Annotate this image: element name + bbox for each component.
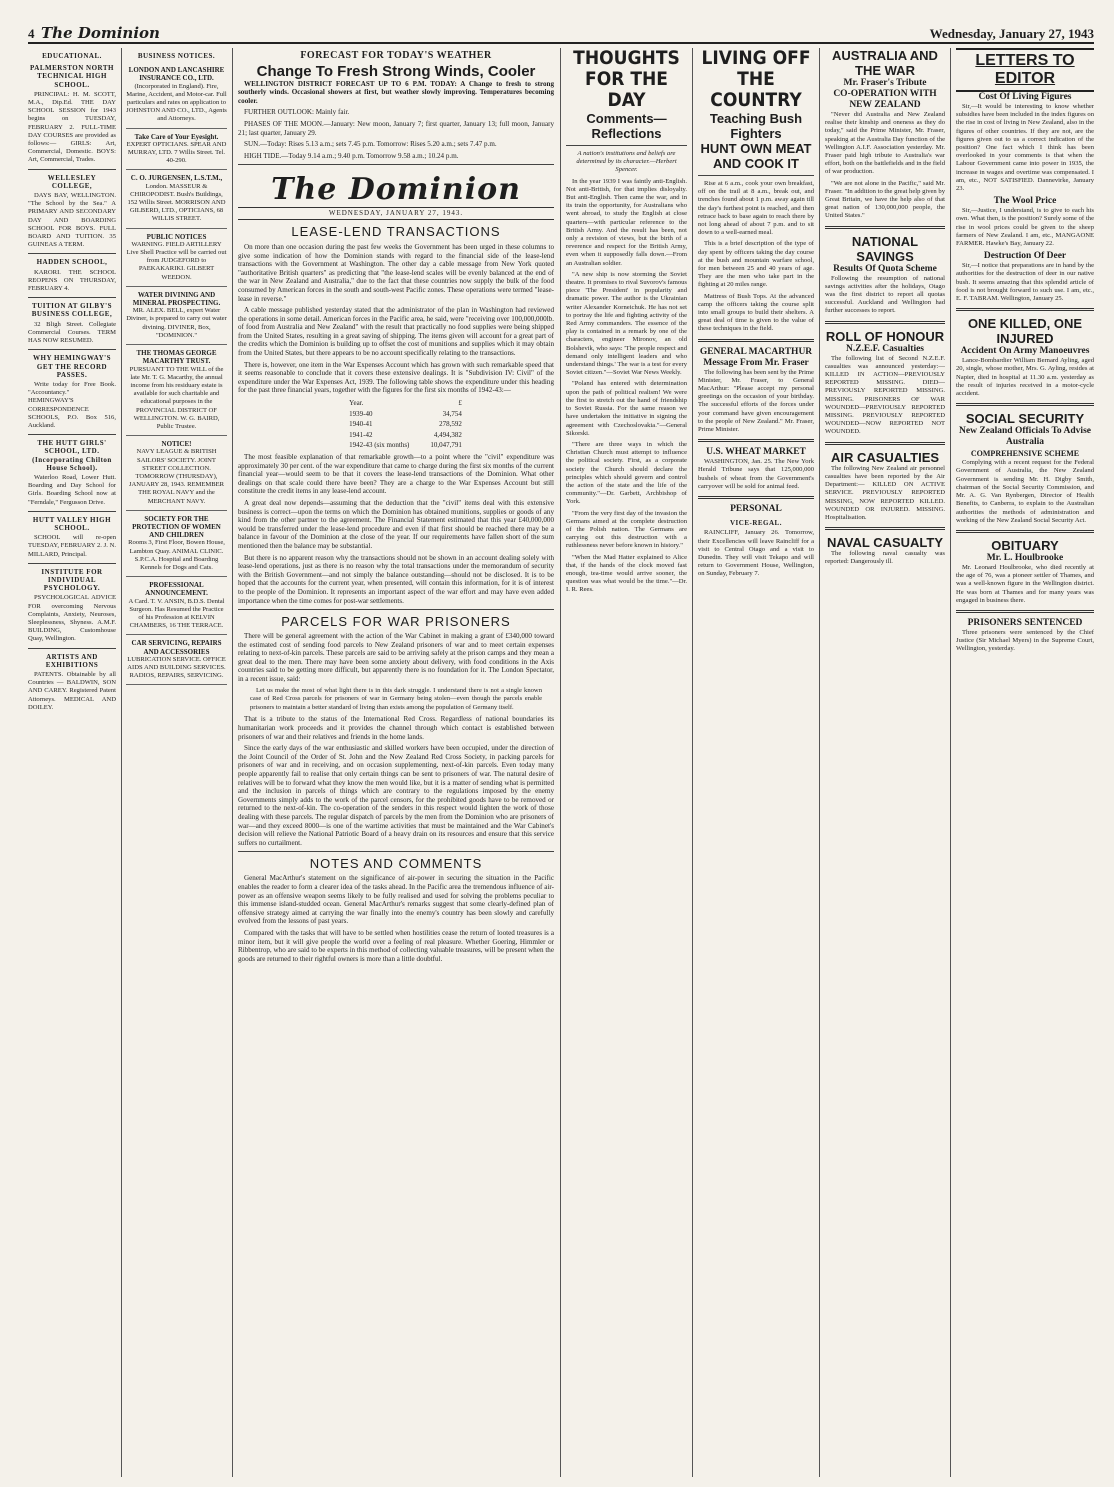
thoughts-paragraph: "When the Mad Hatter explained to Alice that, if the hands of the clock moved fast enough, tea-time would arrive sooner, the question was what would be the time."—Dr. I. R. Rees. — [566, 553, 687, 594]
living-paragraph: Rise at 6 a.m., cook your own breakfast, off on the trail at 8 a.m., break out, and trenches found about 1 p.m. away again till the day's furthest point is reached, and then retrace back to base again to reach there by not long ahead of about 7 p.m. and to sit down to a well-earned meal. — [698, 180, 814, 237]
letter2-title: The Wool Price — [993, 196, 1057, 207]
advertisement: SOCIETY FOR THE PROTECTION OF WOMEN AND CHILDREN Rooms 3, First Floor, Bowen House, Lambton Quay. ANIMAL CLINIC. S.P.C.A. Hospital and Boarding Kennels for Dogs and Cats. — [126, 511, 227, 577]
editorial-column — [238, 48, 554, 1479]
naval-paragraph: The following naval casualty was reported: Dangerously ill. — [825, 550, 945, 566]
killed-subtitle: Accident On Army Manoeuvres — [960, 346, 1090, 357]
letter3-title: Destruction Of Deer — [983, 251, 1067, 262]
macarthur-subtitle: Message From Mr. Fraser — [703, 357, 809, 368]
social-title: SOCIAL SECURITY — [965, 411, 1085, 427]
masthead-name: The Dominion — [271, 172, 521, 208]
living-subtitle: Teaching Bush Fighters — [709, 111, 803, 141]
leader-paragraph: On more than one occasion during the past few weeks the Government has been urged in these columns to give some indication of how the Dominion stands with regard to the financial side of the lease-lend transactions with the Government at Washington. The other day a cable message from New York quoted "authoritative British quarters" as predicting that "the lease-lend scales will be evenly balanced at the end of the war in New Zealand and Australia," due to the fact that these countries now supply the bulk of the food consumed by American forces in the south and south-west Pacific zones. These operations were termed "lease-lease in reverse." — [238, 242, 554, 303]
personal-paragraph: RAINCLIFF, January 26. Tomorrow, their Excellencies will leave Raincliff for a visit to Central Otago and a visit to Dunedin. They will visit Tekapo and will return to Government House, Wellington, on Sunday, February 7. — [698, 529, 814, 578]
edu-item: HADDEN SCHOOL, KARORI. THE SCHOOL REOPENS ON THURSDAY, FEBRUARY 4. — [28, 258, 116, 293]
air-paragraph: The following New Zealand air personnel casualties have been reported by the Air Department:— KILLED ON ACTIVE SERVICE. PREVIOUSLY REPORTED MISSING, NOW REPORTED KILLED. WOUNDED OR INJURED. MISSING. Hospitalisation. — [825, 464, 945, 521]
parcels-quote: Let us make the most of what light there is in this dark struggle. I understand there is not a single known case of Red Cross parcels for prisoners of war in Germany being stolen—even though the parcels enable prisoners to maintain a better standard of living than exists among the population of Germany itself. — [250, 686, 542, 711]
notes-title: NOTES AND COMMENTS — [309, 856, 483, 872]
leader-title: LEASE-LEND TRANSACTIONS — [291, 223, 501, 239]
column-rule — [232, 48, 233, 1477]
edu-item: HUTT VALLEY HIGH SCHOOL. SCHOOL will re-open TUESDAY, FEBRUARY 2. J. N. MILLARD, Principal. — [28, 515, 116, 558]
australia-column — [825, 48, 945, 1479]
parcels-paragraph: That is a tribute to the status of the International Red Cross. Regardless of national boundaries its humanitarian work proceeds and it provides the channel through which contact is established between prisoners of war and their relatives and friends in the home lands. — [238, 715, 554, 741]
parcels-title: PARCELS FOR WAR PRISONERS — [281, 614, 511, 630]
advertisement: NOTICE! NAVY LEAGUE & BRITISH SAILORS' SOCIETY. JOINT STREET COLLECTION. TOMORROW (THURSDAY), JANUARY 28, 1943. REMEMBER THE ROYAL NAVY and the MERCHANT NAVY. — [126, 436, 227, 511]
roll-title: ROLL OF HONOUR — [825, 328, 945, 344]
macarthur-title: GENERAL MACARTHUR — [699, 346, 813, 357]
wheat-title: U.S. WHEAT MARKET — [706, 447, 806, 458]
naval-title: NAVAL CASUALTY — [826, 535, 944, 551]
forecast-district: WELLINGTON DISTRICT FORECAST UP TO 6 P.M. TODAY: A Change to fresh to strong southerly winds. Occasional showers at first, but weather slowly improving. Temperatures becoming cooler. — [238, 79, 554, 105]
leader-paragraph: A cable message published yesterday stated that the administrator of the plan in Washington had reviewed the operations in some detail. American forces in the Pacific area, he said, were "receiving over 100,000,000lb. of food from Australia and New Zealand" with the result that practically no food supplies were being shipped from the United States, resulting in a great saving of shipping. The items given will account for a great part of the credits which the Dominion is building up to offset the cost of munitions and supplies which it may obtain from the United States, but there appears to be no account specifically relating to the transactions. — [238, 306, 554, 358]
australia-paragraph: "We are not alone in the Pacific," said Mr. Fraser. "In addition to the great help given by Great Britain, we have the help also of that great nation of 130,000,000 people, the United States." — [825, 179, 945, 220]
masthead — [238, 173, 554, 220]
page-number: 4 — [28, 26, 35, 41]
educational-heading: EDUCATIONAL. — [42, 52, 102, 60]
thoughts-column — [566, 48, 687, 1479]
notes-paragraph: General MacArthur's statement on the significance of air-power in securing the situation in the Pacific enables the reader to form a clearer idea of the tasks ahead. In the Pacific area the tremendous influence of air-power as an offensive weapon seems likely to be fully realised and used for solving the problems peculiar to this immense island-studded ocean. General MacArthur's remarks suggest that some clearly-defined plan of offensive strategy aimed at carrying the war finally into the enemy's country has been slowly and carefully evolved from the lessons of past years. — [238, 874, 554, 926]
obituary-title: OBITUARY — [991, 537, 1059, 553]
column-rule — [692, 48, 693, 1477]
page-header — [28, 22, 1094, 44]
macarthur-paragraph: The following has been sent by the Prime Minister, Mr. Fraser, to General MacArthur: "Please accept my personal greetings on the occasion of your birthday. The successful efforts of the forces under your command have given encouragement to the people of New Zealand." Mr. Fraser, Prime Minister. — [698, 368, 814, 434]
advertisement: PUBLIC NOTICES WARNING. FIELD ARTILLERY Live Shell Practice will be carried out from JUDGEFORD to PAEKAKARIKI. GILBERT WEEDON. — [126, 229, 227, 287]
parcels-paragraph: Since the early days of the war enthusiastic and skilled workers have been occupied, under the direction of the Joint Council of the Order of St. John and the New Zealand Red Cross Society, in packing parcels for prisoners of war and in receiving, and on occasion supplementing, next-of-kin parcels. Even today many people apparently fail to realise that only certain things can be sent to prisoners of war. The natural desire of relatives will be to forward what they know the men would like, but it is a matter of sending what is permitted and the inclusion in parcels of things which are contrary to the regulations imposed by the enemy Governments simply adds to the work of the parcel censors, for the prohibited goods have to be removed or returned to the next-of-kin. The co-operation of the senders in this respect would lighten the work of those dealing with these parcels. The regular dispatch of parcels by the men from the Dominion who are prisoners of war—and they exceed 8000—is one of the wartime activities that must be maintained and the War Cabinet's decision will relieve the National Patriotic Board of a heavy drain on its resources and ensure that this service suffers no curtailment. — [238, 744, 554, 847]
edu-item: ARTISTS AND EXHIBITIONS PATENTS. Obtainable by all Countries — BALDWIN, SON AND CAREY. Registered Patent Attorneys. MEDICAL AND DOILEY. — [28, 652, 116, 711]
edu-item: WHY HEMINGWAY'S GET THE RECORD PASSES. Write today for Free Book. "Accountancy." HEMINGWAY'S CORRESPONDENCE SCHOOLS, P.O. Box 516, Auckland. — [28, 354, 116, 429]
roll-paragraph: The following list of Second N.Z.E.F. casualties was announced yesterday:— KILLED IN ACTION—PREVIOUSLY REPORTED MISSING. DIED—PREVIOUSLY REPORTED MISSING. MISSING. PRISONERS OF WAR WOUNDED—PREVIOUSLY REPORTED MISSING. PREVIOUSLY REPORTED WOUNDED—NOW REPORTED NOT WOUNDED. — [825, 354, 945, 436]
social-subtitle2: COMPREHENSIVE SCHEME — [970, 449, 1080, 459]
killed-paragraph: Lance-Bombardier William Bernard Ayling, aged 20, single, whose mother, Mrs. G. Ayling, resides at Napier, died in hospital at 11.30 a.m. yesterday as the result of injuries received in a motor-cycle accident. — [956, 357, 1094, 398]
savings-subtitle: Results Of Quota Scheme — [833, 263, 937, 274]
notes-paragraph: Compared with the tasks that will have to be settled when hostilities cease the return of looted treasures is a minor item, but it will give people the world over a feeling of real pleasure. Whether Goering, Himmler or Ribbentrop, who are said to be experts in this method of collecting valuable treasures, will be present when the goods are returned to their rightful owners is more than a little doubtful. — [238, 928, 554, 963]
thoughts-subtitle: Comments—Reflections — [586, 111, 667, 141]
living-paragraph: This is a brief description of the type of day spent by officers taking the day course at the bush and mountain warfare school, for men between 25 and 40 years of age. They are the men who take part in the fighting at 20 miles range. — [698, 240, 814, 289]
forecast-title: FORECAST FOR TODAY'S WEATHER — [300, 50, 492, 61]
edu-item: WELLESLEY COLLEGE, DAYS BAY, WELLINGTON. "The School by the Sea." A PRIMARY AND SECONDARY DAY AND BOARDING SCHOOL FOR BOYS. FULL BOARD AND TUITION. 35 GUINEAS A TERM. — [28, 173, 116, 249]
living-title: LIVING OFF THE COUNTRY — [701, 48, 811, 111]
personal-sub: VICE-REGAL. — [730, 519, 782, 528]
masthead-date: WEDNESDAY, JANUARY 27, 1943. — [238, 207, 554, 220]
savings-title: NATIONAL SAVINGS — [851, 233, 919, 264]
paper-title: The Dominion — [41, 24, 160, 42]
column-rule — [560, 48, 561, 1477]
letter-paragraph: Sir,—I notice that preparations are in hand by the authorities for the destruction of deer in our native bush. It seems amazing that this splendid article of food is not brought forward to such use. I am, etc., E. F. TABRAM. Wellington, January 25. — [956, 262, 1094, 303]
thoughts-title: THOUGHTS FOR THE DAY — [573, 48, 680, 111]
australia-subtitle2: CO-OPERATION WITH NEW ZEALAND — [833, 89, 937, 110]
edu-item: PALMERSTON NORTH TECHNICAL HIGH SCHOOL. PRINCIPAL: H. M. SCOTT, M.A., Dip.Ed. THE DAY SCHOOL SESSION for 1943 begins on TUESDAY, FEBRUARY 2. FULL-TIME DAY COURSES are provided as follows:— GIRLS: Art, Commercial, Domestic. BOYS: Art, Commercial, Trades. — [28, 64, 116, 164]
expenditure-table: Year. £ 1939-40 34,754 1940-41 278,592 1941-42 4,494,382 1942-43 (six months) 10,047,791 — [349, 399, 462, 450]
letters-title: LETTERS TO EDITOR — [975, 52, 1075, 87]
prisoners-title: PRISONERS SENTENCED — [967, 617, 1083, 628]
parcels-paragraph: There will be general agreement with the action of the War Cabinet in making a grant of £340,000 toward the estimated cost of sending food parcels to New Zealand prisoners of war and to meet certain expenses relating to next-of-kin parcels. These parcels are said to be arriving safely at the prison camps and they mean a great deal to the men. There may have been some anxiety about delivery, with food conditions in the Axis countries said to be getting more difficult, but apparently there is no foundation for it. The London Spectator, in a recent issue, said: — [238, 632, 554, 684]
forecast-moon: PHASES OF THE MOON.—January: New moon, January 7; first quarter, January 13; full moon, January 21; last quarter, January 29. — [238, 119, 554, 137]
australia-paragraph: "Never did Australia and New Zealand realise their kinship and oneness as they do today," said the Prime Minister, Mr. Fraser, speaking at the Australia Day function of the Wellington A.I.F. Association yesterday. Mr. Fraser paid high tribute to Australia's war effort, both on the battlefields and in the field of war production. — [825, 111, 945, 176]
savings-paragraph: Following the resumption of national savings activities after the holidays, Otago was the first district to report all quotas successful. Auckland and Wellington had further successes to report. — [825, 274, 945, 315]
forecast-tide: HIGH TIDE.—Today 9.14 a.m.; 9.40 p.m. Tomorrow 9.58 a.m.; 10.24 p.m. — [244, 151, 459, 160]
business-notices-heading: BUSINESS NOTICES. — [137, 52, 216, 60]
wheat-paragraph: WASHINGTON, Jan. 25. The New York Herald Tribune says that 125,000,000 bushels of wheat from the Government's carryover will be sold for animal feed. — [698, 458, 814, 490]
thoughts-paragraph: "A new ship is now storming the Soviet theatre. It promises to rival Suvorov's famous piece 'The President' in popularity and dramatic power. The author is the Ukrainian writer Alexander Korneichuk. He has not set to portray the life and fighting activity of the Red Army commanders. The essence of the play is contained in a remark by one of the characters, engineer Mironov, an old Bolshevik, who says: 'The people respect and demand only intelligent leaders and who understand things.' The war is a test for every Soviet citizen."—Soviet War News Weekly. — [566, 270, 687, 377]
leader-paragraph: The most feasible explanation of that remarkable growth—to a point where the "civil" expenditure was approximately 30 per cent. of the war expenditure that came to charge during the first six months of the current financial year—would seem to be that it covers the lease-lend transactions of the Dominion. What other dealings on that scale could there have been? They are a charge to the War Expenses Account but still constitute the credit items in any lease-lend account. — [238, 453, 554, 496]
edu-item: TUITION AT GILBY'S BUSINESS COLLEGE, 32 Bligh Street. Collegiate Commercial Courses. TERM HAS NOW RESUMED. — [28, 302, 116, 345]
thoughts-paragraph: "There are three ways in which the Christian Church must attempt to influence the political society. First, as a corporate society the Church should declare the principles which should govern and control the action of the state and the life of the community."—Dr. Garbett, Archbishop of York. — [566, 440, 687, 506]
advertisement: CAR SERVICING, REPAIRS AND ACCESSORIES LUBRICATION SERVICE. OFFICE AIDS AND BUILDING SERVICES. RADIOS, REPAIRS, SERVICING. — [126, 635, 227, 685]
thoughts-paragraph: In the year 1939 I was faintly anti-English. Not anti-British, for that implies disloyalty. But anti-English. Then came the war, and in its train the opportunity, for Australians who went abroad, to study the English at close quarters—with particular reference to the British Army. And the result has been, not only a revision of views, but the birth of a reverence and respect for the British Army, even when it supposedly falls down.—From an Australian soldier. — [566, 177, 687, 267]
edu-item: THE HUTT GIRLS' SCHOOL, LTD. (Incorporating Chilton House School). Waterloo Road, Lower Hutt. Boarding and Day School for Girls. Boarding School now at "Ferndale," Fergusson Drive. — [28, 439, 116, 506]
business-notices-column — [126, 48, 227, 1479]
prisoners-paragraph: Three prisoners were sentenced by the Chief Justice (Sir Michael Myers) in the Supreme Court, Wellington, yesterday. — [956, 628, 1094, 653]
advertisement: PROFESSIONAL ANNOUNCEMENT. A Card. T. V. ANSIN, B.D.S. Dental Surgeon. Has Resumed the Practice of his Profession at KELVIN CHAMBERS, 16 THE TERRACE. — [126, 577, 227, 635]
leader-paragraph: A great deal now depends—assuming that the deduction that the "civil" items deal with this extensive business is correct—upon the terms on which the Dominion has obtained munitions, supplies or goods of any kind from the other partner to the agreement. The Financial Statement estimated that this year £40,000,000 would be transferred under the lease-lend procedure and even if that first should be reached there may be a balance in favour of the Dominion at the close of the year. If our requirements have fallen short of the sum mentioned then the balance may be substantial. — [238, 498, 554, 550]
letter-paragraph: Sir,—It would be interesting to know whether subsidies have been included in the index figures on the rise in cost of living in New Zealand, also in the figures of other countries. If they are not, are the figures given out to us a correct indication of the position? One fact which I think has been overlooked in your comments is that when the Labour Government came into power in 1935, the increase in wages and overtime was compensated. I am, etc., NOT SATISFIED. Dannevirke, January 23. — [956, 103, 1094, 193]
forecast-headline: Change To Fresh Strong Winds, Cooler — [256, 62, 536, 80]
advertisement: Take Care of Your Eyesight. EXPERT OPTICIANS. SPEAR AND MURRAY, LTD. 7 Willis Street. Tel. 40-290. — [126, 129, 227, 171]
australia-title: AUSTRALIA AND THE WAR — [832, 48, 938, 78]
air-title: AIR CASUALTIES — [830, 449, 940, 465]
killed-title: ONE KILLED, ONE INJURED — [967, 316, 1083, 347]
forecast-outlook: FURTHER OUTLOOK: Mainly fair. — [244, 108, 350, 117]
column-rule — [819, 48, 820, 1477]
leader-paragraph: But there is no apparent reason why the transactions should not be shown in an account dealing solely with lease-lend operations, just as there is no reason why the total transactions under the memorandum of security with the British Government—and not simply the balance outstanding—should not be disclosed. It is to be hoped that the accounts for the current year, when presented, will contain this information, for it is of interest to the people of the Dominion. It represents an important aspect of the war effort and may have even added importance when the time comes for post-war settlements. — [238, 553, 554, 605]
page-date: Wednesday, January 27, 1943 — [929, 26, 1094, 41]
social-paragraph: Complying with a recent request for the Federal Government of Australia, the New Zealand Government is sending Mr. H. Digby Smith, chairman of the Social Security Commission, and Mr. A. G. Van Rynbergen, Director of Health Benefits, to Canberra, to explain to the Australian authorities the methods of administration and working of the New Zealand Social Security Act. — [956, 459, 1094, 524]
letter-paragraph: Sir,—Justice, I understand, is to give to each his own. What then, is the position? Surely some of the rise in wool prices could be given to the sheep farmers of New Zealand. I am, etc., MANGAONE FARMER. Hawke's Bay, January 22. — [956, 207, 1094, 248]
roll-subtitle: N.Z.E.F. Casualties — [845, 343, 925, 354]
column-rule — [121, 48, 122, 1477]
advertisement: WATER DIVINING AND MINERAL PROSPECTING. MR. ALEX. BELL, expert Water Diviner, is prepared to carry out water divining. DIVINER, Box, "DOMINION." — [126, 287, 227, 345]
advertisement: THE THOMAS GEORGE MACARTHY TRUST. PURSUANT TO THE WILL of the late Mr. T. G. Macarthy, the annual income from his residuary estate is available for such charitable and educational purposes in the PROVINCIAL DISTRICT OF WELLINGTON. W. G. BAIRD, Public Trustee. — [126, 345, 227, 436]
obituary-sub: Mr. L. Houlbrooke — [986, 552, 1064, 563]
thoughts-paragraph: "From the very first day of the invasion the Germans aimed at the complete destruction of the Polish nation. The Germans are carrying out this destruction with a ruthlessness never before known in history." — [566, 509, 687, 550]
educational-column — [28, 48, 116, 1479]
living-subtitle2: HUNT OWN MEAT AND COOK IT — [700, 141, 812, 171]
thoughts-paragraph: "Poland has entered with determination upon the path of political realism! We were the first to stretch out the hand of friendship to Soviet Russia. For the same reason we have undertaken the initiative in signing the agreement with Czechoslovakia."—General Sikorski. — [566, 380, 687, 437]
obituary-paragraph: Mr. Leonard Houlbrooke, who died recently at the age of 76, was a pioneer settler of Thames, and was a well-known figure in the Wellington district. He was born at Thames and for many years was engaged in business there. — [956, 563, 1094, 604]
personal-title: PERSONAL — [730, 504, 782, 515]
living-column — [698, 48, 814, 1479]
living-paragraph: Mattress of Bush Tops. At the advanced camp the officers taking the course split into small groups to build their shelters. A great deal of time is given to the value of these techniques in the field. — [698, 292, 814, 333]
social-subtitle: New Zealand Officials To Advise Australia — [959, 426, 1091, 448]
forecast-sun: SUN.—Today: Rises 5.13 a.m.; sets 7.45 p.m. Tomorrow: Rises 5.20 a.m.; sets 7.47 p.m. — [244, 140, 497, 149]
advertisement: LONDON AND LANCASHIRE INSURANCE CO., LTD. (Incorporated in England). Fire, Marine, Accident, and Motor-car. Full particulars and rates on application to JOHNSTON AND CO., LTD., Agents and Attorneys. — [126, 62, 227, 128]
advertisement: C. O. JURGENSEN, L.S.T.M., London. MASSEUR & CHIROPODIST. Bush's Buildings, 152 Willis Street. MORRISON AND GILBERD, LTD., OPTICIANS, 68 WILLIS STREET. — [126, 170, 227, 228]
letters-column — [956, 48, 1094, 1479]
letter1-title: Cost Of Living Figures — [978, 92, 1072, 102]
edu-item: INSTITUTE FOR INDIVIDUAL PSYCHOLOGY. PSYCHOLOGICAL ADVICE FOR overcoming Nervous Complaints, Anxiety, Neuroses, Sleeplessness, Shyness. A.M.F. BUILDING, Customhouse Quay, Wellington. — [28, 567, 116, 643]
thoughts-quote: A nation's institutions and beliefs are determined by its character.—Herbert Spencer. — [576, 150, 677, 174]
column-rule — [950, 48, 951, 1477]
australia-subtitle: Mr. Fraser's Tribute — [843, 78, 927, 88]
leader-paragraph: There is, however, one item in the War Expenses Account which has grown with such remarkable speed that it seems reasonable to conclude that it covers these extensive dealings. It is "Subdivision IV: Civil" of the expenditure under the War Expenses Act, 1939. The following table shows the expenditure under this heading for the past three financial years, together with the figures for the first six months of 1942-43:— — [238, 360, 554, 395]
